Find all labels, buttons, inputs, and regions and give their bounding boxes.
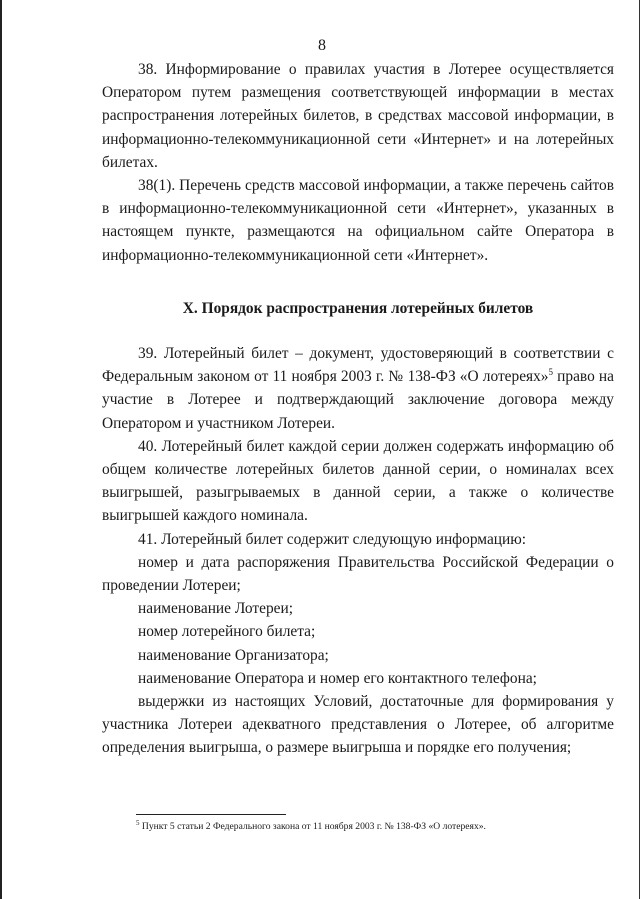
document-body [102,58,614,760]
paragraph-39-text-before: 39. Лотерейный билет – документ, удостоверяющий в соответствии с Федеральным законом от 11 ноября 2003 г. № 138-ФЗ «О лотереях» [102,345,614,386]
footnote-text: Пункт 5 статьи 2 Федерального закона от 11 ноября 2003 г. № 138-ФЗ «О лотереях». [139,821,486,832]
paragraph-40: 40. Лотерейный билет каждой серии должен содержать информацию об общем количестве лотерейных билетов данной серии, о номиналах всех выигрышей, разыгрываемых в данной серии, а также о количестве выигрышей каждого номинала. [102,437,614,525]
footnote [136,820,606,833]
paragraph-41: 41. Лотерейный билет содержит следующую информацию: [138,530,527,548]
list-item-1: номер и дата распоряжения Правительства Российской Федерации о проведении Лотереи; [102,553,614,595]
paragraph-38: 38. Информирование о правилах участия в Лотерее осуществляется Оператором путем размещения соответствующей информации в местах распространения лотерейных билетов, в средствах массовой информации, в информационно-телекоммуникационной сети «Интернет» и на лотерейных билетах. [102,61,614,171]
paragraph-39 [102,342,614,435]
section-heading: X. Порядок распространения лотерейных билетов [182,299,534,317]
list-item-5: наименование Оператора и номер его контактного телефона; [138,669,537,687]
page-number: 8 [318,37,326,54]
list-item-3: номер лотерейного билета; [138,623,316,641]
list-item-6: выдержки из настоящих Условий, достаточные для формирования у участника Лотереи адекватного представления о Лотерее, об алгоритме определения выигрыша, о размере выигрыша и порядке его получения; [102,693,614,757]
list-item-2: наименование Лотереи; [138,600,293,618]
paragraph-38-1: 38(1). Перечень средств массовой информации, а также перечень сайтов в информационно-телекоммуникационной сети «Интернет», указанных в настоящем пункте, размещаются на официальном сайте Оператора в информационно-телекоммуникационной сети «Интернет». [102,177,614,264]
footnote-reference: 5 [548,367,553,378]
footnote-mark: 5 [136,818,140,827]
footnote-divider [136,814,286,815]
list-item-4: наименование Организатора; [138,646,329,664]
paragraph-39-text-after: право на участие в Лотерее и подтверждающий заключение договора между Оператором и участником Лотереи. [102,368,614,432]
